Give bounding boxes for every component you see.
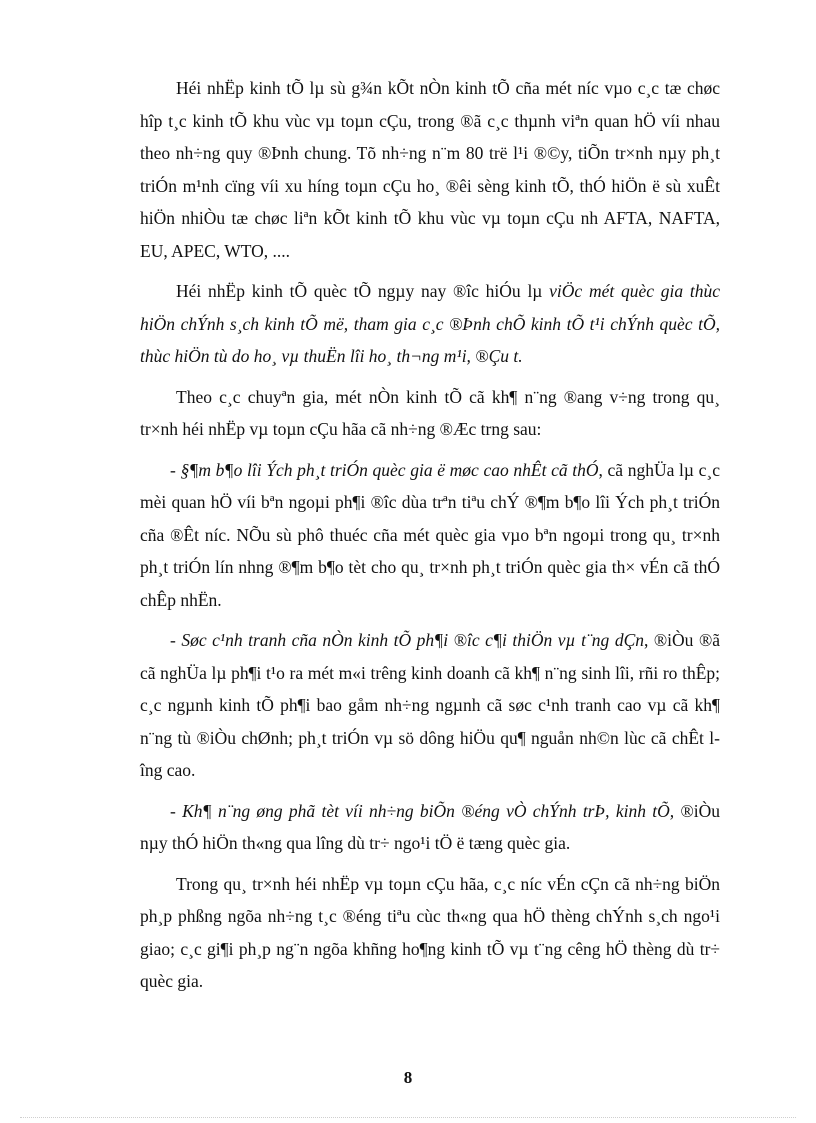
page-number: 8 xyxy=(403,1068,413,1087)
bullet-heading: Kh¶ n¨ng øng phã tèt víi nh÷ng biÕn ®éng vÒ chÝnh trÞ, kinh tÕ, xyxy=(182,800,675,821)
body-text xyxy=(140,72,720,1006)
bullet-text: ®iÒu nµy thÓ hiÖn th«ng qua lîng dù tr÷ ngo¹i tÖ ë tæng quèc gia. xyxy=(140,800,720,853)
bullet-heading: Søc c¹nh tranh cña nÒn kinh tÕ ph¶i ®îc c¶i thiÖn vµ t¨ng dÇn xyxy=(181,630,644,650)
bullet-competitiveness xyxy=(140,624,720,787)
paragraph-preventive-measures xyxy=(140,868,720,998)
paragraph-text: Trong qu¸ tr×nh héi nhËp vµ toµn cÇu hãa, c¸c níc vÉn cÇn cã nh÷ng biÖn ph¸p phßng ngõa nh÷ng t¸c ®éng tiªu cùc th«ng qua hÖ thèng chÝnh s¸ch ngo¹i giao; c¸c gi¶i ph¸p ng¨n ngõa khñng ho¶ng kinh tÕ vµ t¨ng cêng hÖ thèng dù tr÷ quèc gia. xyxy=(140,873,720,991)
italic-definition: viÖc mét quèc gia thùc hiÖn chÝnh s¸ch kinh tÕ më, tham gia c¸c ®Þnh chÕ kinh tÕ t¹i chÝnh quèc tÕ, thùc hiÖn tù do ho¸ vµ thuËn lîi ho¸ th¬ng m¹i, ®Çu t. xyxy=(140,281,721,366)
bullet-text: , ®iÒu ®ã cã nghÜa lµ ph¶i t¹o ra mét m«i trêng kinh doanh cã kh¶ n¨ng sinh lîi, rñi ro thÊp; c¸c ngµnh kinh tÕ ph¶i bao gåm nh÷ng ngµnh cã søc c¹nh tranh cao vµ cã kh¶ n¨ng tù ®iÒu chØnh; ph¸t triÓn vµ sö dông hiÖu qu¶ nguån nh©n lùc cã chÊt lîng cao. xyxy=(140,630,721,780)
paragraph-expert-characteristics xyxy=(140,381,720,446)
bullet-dash: - xyxy=(170,630,182,650)
bullet-national-interest xyxy=(140,454,720,617)
bullet-resilience xyxy=(140,795,720,860)
page-bottom-divider xyxy=(20,1117,796,1118)
bullet-text: , cã nghÜa lµ c¸c mèi quan hÖ víi bªn ngoµi ph¶i ®îc dùa trªn tiªu chÝ ®¶m b¶o lîi Ých ph¸t triÓn cña ®Êt níc. NÕu sù phô thuéc cña mét quèc gia vµo bªn ngoµi trong qu¸ tr×nh ph¸t triÓn lín nhng ®¶m b¶o tèt cho qu¸ tr×nh ph¸t triÓn quèc gia th× vÉn cã thÓ chÊp nhËn. xyxy=(140,459,720,610)
paragraph-text: Theo c¸c chuyªn gia, mét nÒn kinh tÕ cã kh¶ n¨ng ®ang v÷ng trong qu¸ tr×nh héi nhËp vµ toµn cÇu hãa cã nh÷ng ®Æc trng sau: xyxy=(140,386,720,439)
paragraph-integration-definition xyxy=(140,72,720,267)
bullet-dash: - xyxy=(170,800,183,821)
bullet-dash: - xyxy=(170,459,181,480)
paragraph-international-integration xyxy=(140,275,720,373)
bullet-heading: §¶m b¶o lîi Ých ph¸t triÓn quèc gia ë møc cao nhÊt cã thÓ xyxy=(180,459,599,480)
paragraph-text: Héi nhËp kinh tÕ quèc tÕ ngµy nay ®îc hiÓu lµ xyxy=(176,281,550,301)
paragraph-text: Héi nhËp kinh tÕ lµ sù g¾n kÕt nÒn kinh tÕ cña mét níc vµo c¸c tæ chøc hîp t¸c kinh tÕ khu vùc vµ toµn cÇu, trong ®ã c¸c thµnh viªn quan hÖ víi nhau theo nh÷ng quy ®Þnh chung. Tõ nh÷ng n¨m 80 trë l¹i ®©y, tiÕn tr×nh nµy ph¸t triÓn m¹nh cïng víi xu híng toµn cÇu ho¸ ®êi sèng kinh tÕ, thÓ hiÖn ë sù xuÊt hiÖn nhiÒu tæ chøc liªn kÕt kinh tÕ khu vùc vµ toµn cÇu nh AFTA, NAFTA, EU, APEC, WTO, .... xyxy=(140,78,720,261)
